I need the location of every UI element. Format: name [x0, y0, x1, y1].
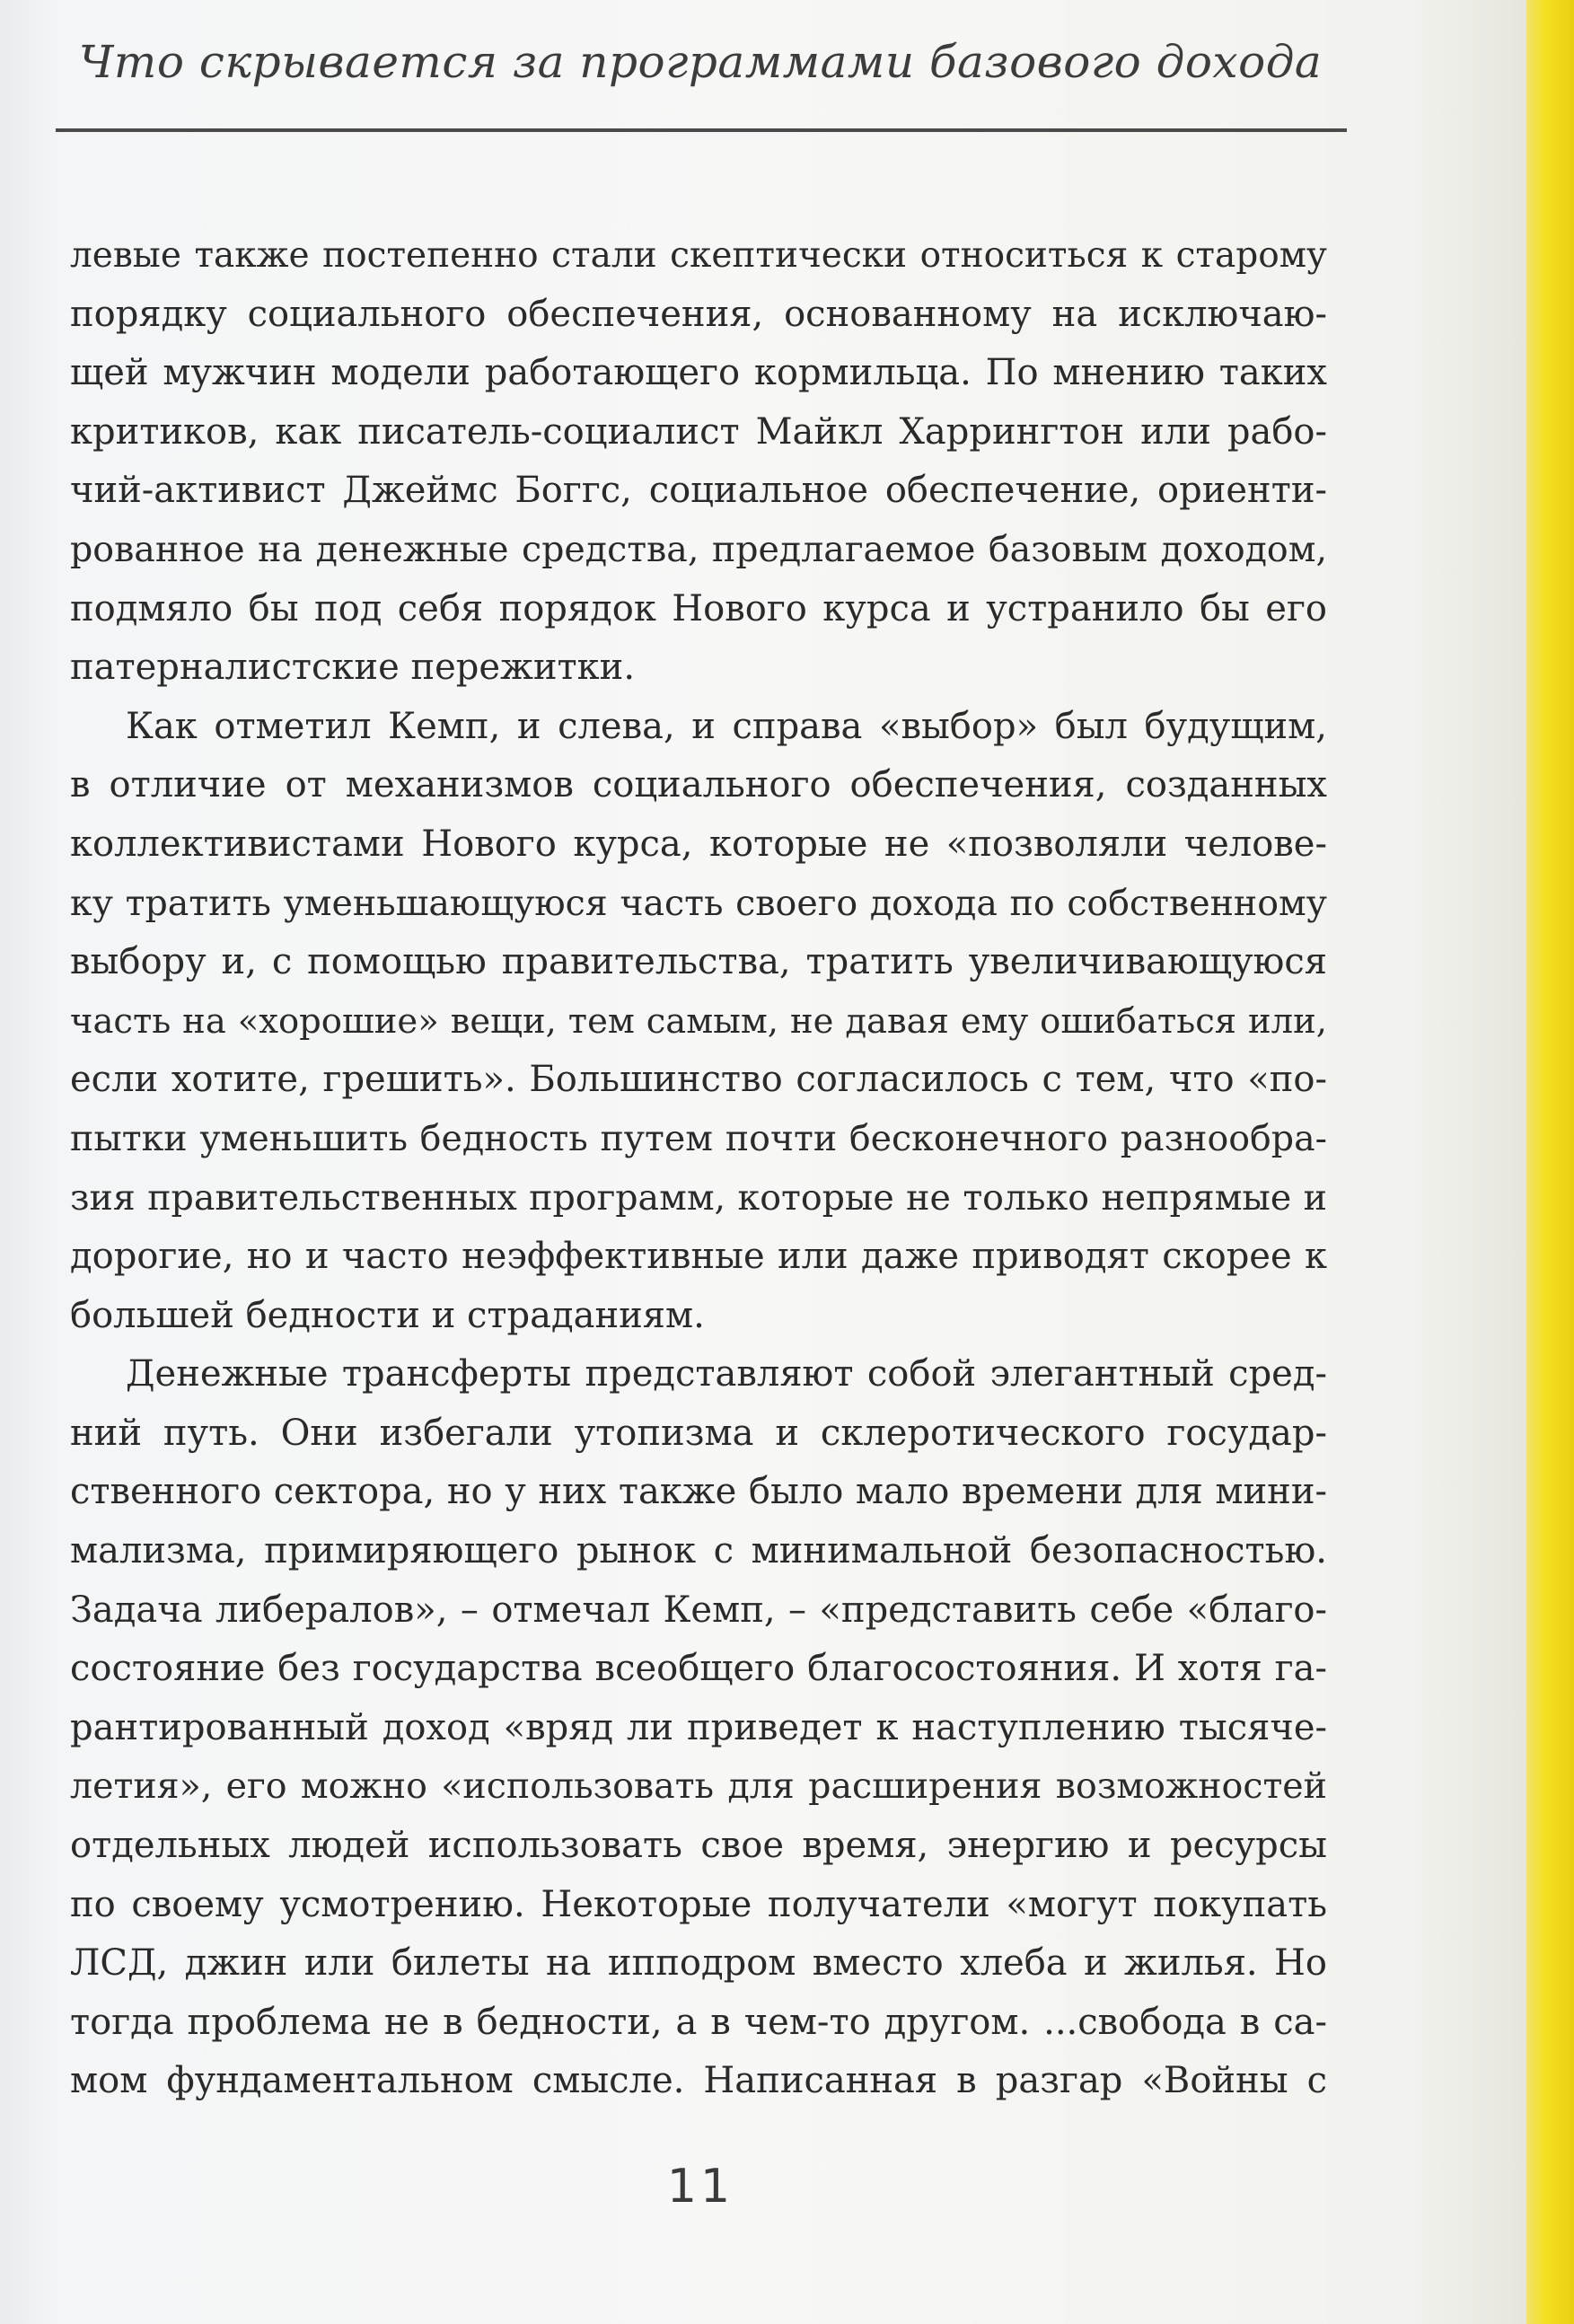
- paragraph-3: [70, 1345, 1327, 2111]
- text-line: подмяло бы под себя порядок Нового курса и устранило бы его: [70, 587, 1327, 629]
- text-line: Как отметил Кемп, и слева, и справа «выбор» был будущим,: [126, 705, 1327, 747]
- text-line: Денежные трансферты представляют собой элегантный сред-: [126, 1353, 1327, 1395]
- text-line: выбору и, с помощью правительства, тратить увеличивающуюся: [70, 941, 1327, 983]
- text-line: Задача либералов», – отмечал Кемп, – «представить себе «благо-: [70, 1589, 1327, 1631]
- page-edge: [1526, 0, 1574, 2324]
- body-text: [70, 226, 1327, 2111]
- text-line: коллективистами Нового курса, которые не «позволяли челове-: [70, 823, 1327, 865]
- text-line: щей мужчин модели работающего кормильца. По мнению таких: [70, 352, 1327, 394]
- text-line: тогда проблема не в бедности, а в чем-то другом. ...свобода в са-: [70, 2001, 1327, 2043]
- text-line: патерналистские пережитки.: [70, 647, 636, 689]
- text-line: рованное на денежные средства, предлагаемое базовым доходом,: [70, 528, 1327, 570]
- text-line: пытки уменьшить бедность путем почти бесконечного разнообра-: [70, 1117, 1327, 1159]
- text-line: ЛСД, джин или билеты на ипподром вместо хлеба и жилья. Но: [70, 1942, 1327, 1985]
- text-line: ственного сектора, но у них также было мало времени для мини-: [70, 1471, 1327, 1513]
- text-line: большей бедности и страданиям.: [70, 1294, 705, 1336]
- paragraph-1: [70, 226, 1327, 698]
- text-line: по своему усмотрению. Некоторые получатели «могут покупать: [70, 1883, 1327, 1925]
- text-line: левые также постепенно стали скептически относиться к старому: [70, 235, 1327, 276]
- text-line: часть на «хорошие» вещи, тем самым, не давая ему ошибаться или,: [70, 1000, 1327, 1042]
- text-line: дорогие, но и часто неэффективные или даже приводят скорее к: [70, 1236, 1327, 1278]
- text-line: порядку социального обеспечения, основанному на исключаю-: [70, 293, 1327, 335]
- header-rule: [56, 128, 1347, 132]
- paragraph-2: [70, 698, 1327, 1346]
- text-line: если хотите, грешить». Большинство согласилось с тем, что «по-: [70, 1059, 1327, 1101]
- text-line: ку тратить уменьшающуюся часть своего дохода по собственному: [70, 882, 1327, 924]
- text-line: рантированный доход «вряд ли приведет к наступлению тысяче-: [70, 1706, 1327, 1748]
- text-line: зия правительственных программ, которые не только непрямые и: [70, 1176, 1327, 1219]
- text-line: ний путь. Они избегали утопизма и склеротического государ-: [70, 1412, 1327, 1454]
- text-line: мализма, примиряющего рынок с минимальной безопасностью.: [70, 1530, 1327, 1572]
- text-line: летия», его можно «использовать для расширения возможностей: [70, 1765, 1327, 1808]
- text-line: критиков, как писатель-социалист Майкл Харрингтон или рабо-: [70, 410, 1327, 453]
- text-line: мом фундаментальном смысле. Написанная в разгар «Войны с: [70, 2060, 1327, 2102]
- running-head: Что скрывается за программами базового дохода: [78, 36, 1323, 88]
- text-line: состояние без государства всеобщего благосостояния. И хотя га-: [70, 1648, 1327, 1690]
- page-number: 11: [666, 2160, 734, 2214]
- text-line: в отличие от механизмов социального обеспечения, созданных: [70, 764, 1327, 806]
- text-line: чий-активист Джеймс Боггс, социальное обеспечение, ориенти-: [70, 470, 1327, 512]
- text-line: отдельных людей использовать свое время, энергию и ресурсы: [70, 1825, 1327, 1867]
